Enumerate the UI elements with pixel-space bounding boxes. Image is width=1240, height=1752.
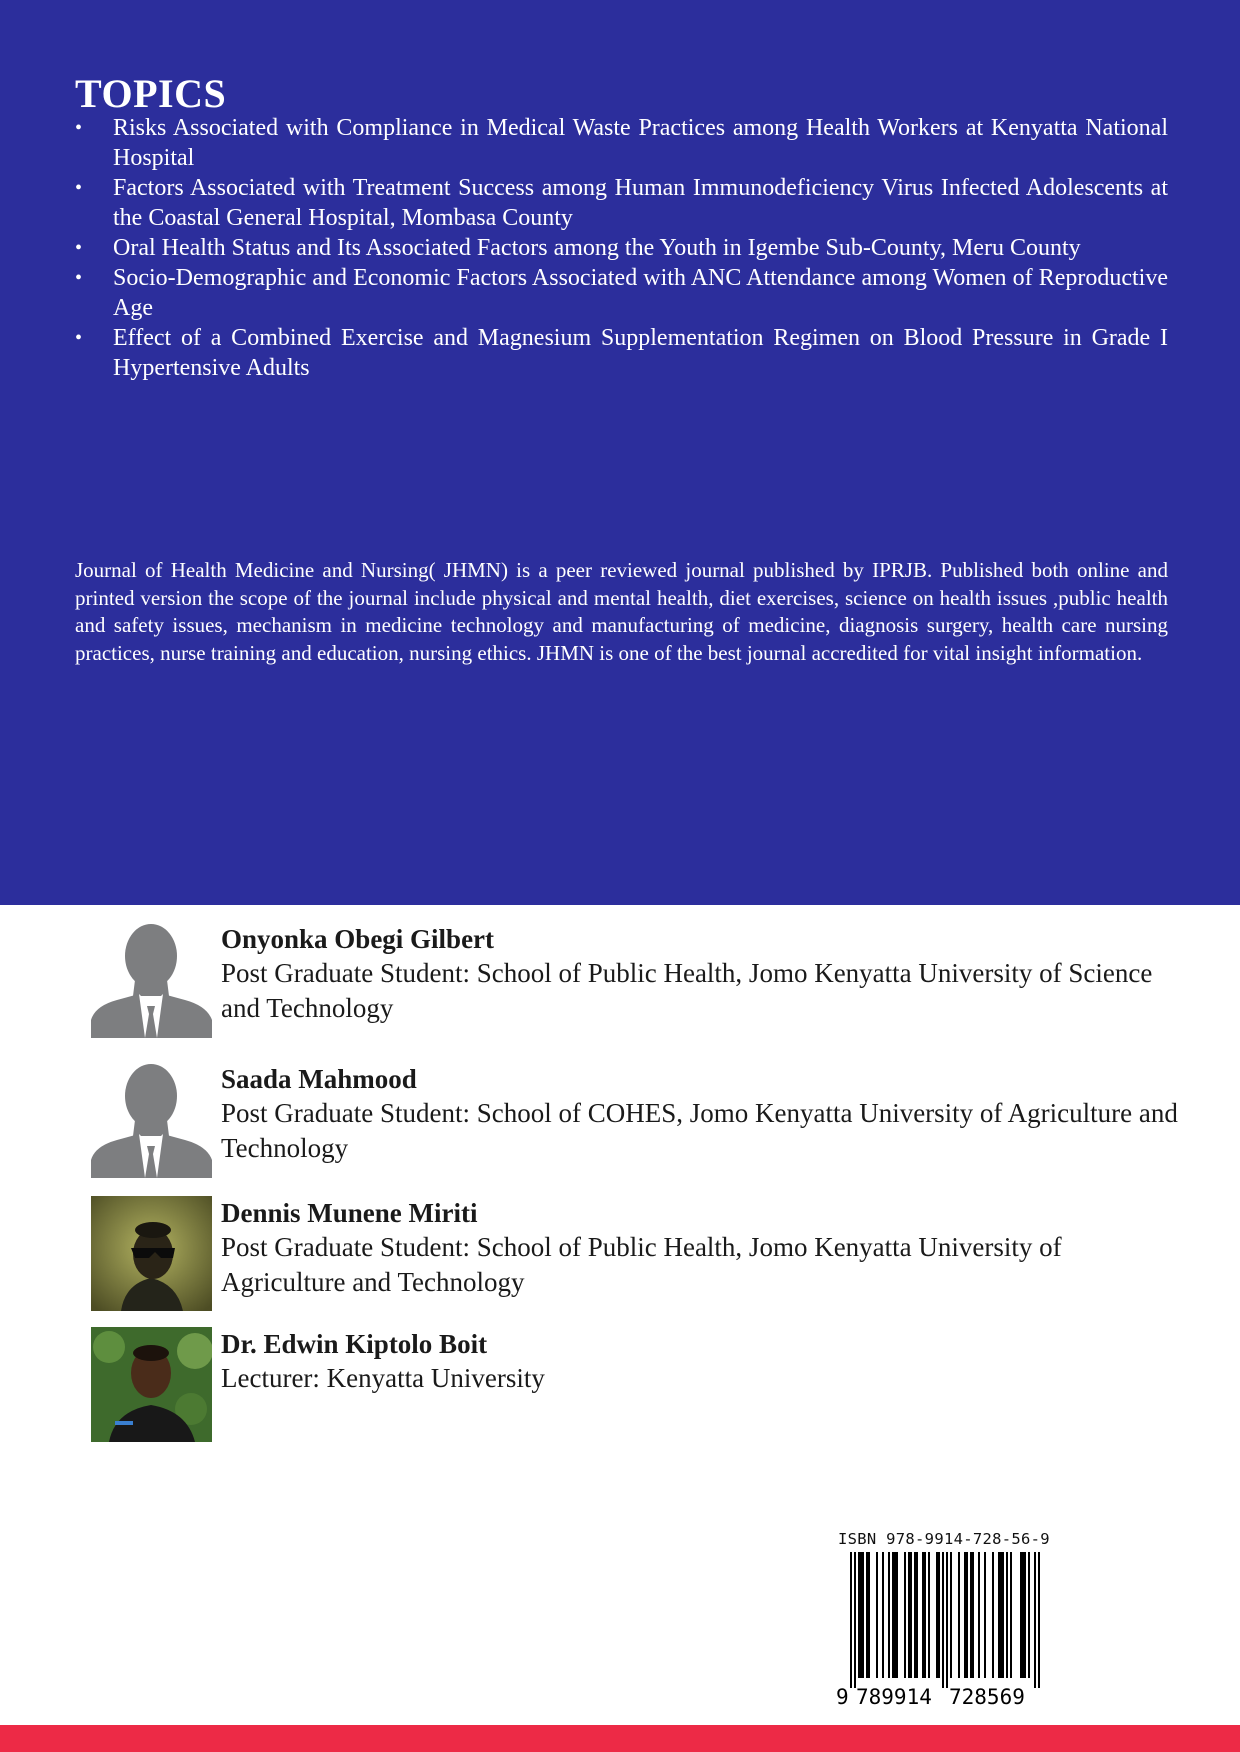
barcode-bar bbox=[882, 1552, 884, 1678]
isbn-label: ISBN 978-9914-728-56-9 bbox=[838, 1530, 1050, 1548]
barcode-bar bbox=[958, 1552, 960, 1678]
author-entry bbox=[91, 1062, 1191, 1182]
author-name: Saada Mahmood bbox=[221, 1064, 417, 1094]
barcode-bar bbox=[950, 1552, 952, 1678]
author-name: Onyonka Obegi Gilbert bbox=[221, 924, 495, 954]
barcode-bar bbox=[896, 1552, 898, 1678]
barcode-digits-right: 728569 bbox=[949, 1685, 1025, 1709]
topic-text: Oral Health Status and Its Associated Factors among the Youth in Igembe Sub-County, Meru County bbox=[113, 235, 1081, 261]
barcode-digit-first: 9 bbox=[836, 1685, 849, 1709]
barcode-bar bbox=[924, 1552, 926, 1678]
topics-list bbox=[75, 113, 1168, 383]
barcode-bar bbox=[854, 1552, 856, 1688]
barcode-bar bbox=[928, 1552, 930, 1678]
bullet-icon: • bbox=[75, 327, 83, 349]
barcode-bar bbox=[1010, 1552, 1012, 1678]
barcode-bar bbox=[860, 1552, 862, 1678]
barcode-bar bbox=[1022, 1552, 1024, 1678]
author-info bbox=[221, 1196, 1181, 1300]
barcode-bar bbox=[922, 1552, 924, 1678]
barcode-bar bbox=[984, 1552, 986, 1678]
barcode-bar bbox=[1034, 1552, 1036, 1688]
barcode-bar bbox=[1000, 1552, 1002, 1678]
barcode-bar bbox=[972, 1552, 974, 1678]
author-name: Dr. Edwin Kiptolo Boit bbox=[221, 1329, 488, 1359]
topic-item bbox=[75, 233, 1168, 263]
author-photo bbox=[91, 1196, 212, 1311]
topic-item bbox=[75, 113, 1168, 173]
author-affiliation: Post Graduate Student: School of Public Health, Jomo Kenyatta University of Agriculture and Technology bbox=[221, 1232, 1062, 1297]
barcode-bar bbox=[916, 1552, 918, 1678]
author-affiliation: Post Graduate Student: School of COHES, Jomo Kenyatta University of Agriculture and Technology bbox=[221, 1098, 1178, 1163]
barcode-bar bbox=[1038, 1552, 1040, 1688]
barcode-graphic bbox=[836, 1552, 1066, 1712]
barcode-bar bbox=[998, 1552, 1000, 1678]
bottom-accent-bar bbox=[0, 1725, 1240, 1752]
topic-text: Effect of a Combined Exercise and Magnesium Supplementation Regimen on Blood Pressure in Grade I Hypertensive Adults bbox=[113, 325, 1168, 381]
author-affiliation: Post Graduate Student: School of Public Health, Jomo Kenyatta University of Science and Technology bbox=[221, 958, 1153, 1023]
barcode-bar bbox=[1002, 1552, 1004, 1678]
barcode-bar bbox=[904, 1552, 906, 1678]
barcode-bar bbox=[966, 1552, 968, 1678]
barcode-digits-left: 789914 bbox=[856, 1685, 932, 1709]
bullet-icon: • bbox=[75, 117, 83, 139]
topic-item bbox=[75, 263, 1168, 323]
avatar-silhouette-icon bbox=[91, 922, 212, 1038]
topic-text: Risks Associated with Compliance in Medical Waste Practices among Health Workers at Kenyatta National Hospital bbox=[113, 115, 1168, 171]
barcode-bar bbox=[908, 1552, 910, 1678]
barcode-bar bbox=[914, 1552, 916, 1678]
topic-item bbox=[75, 323, 1168, 383]
barcode-bar bbox=[964, 1552, 966, 1678]
barcode-bar bbox=[1024, 1552, 1026, 1678]
author-info bbox=[221, 1062, 1181, 1166]
author-photo bbox=[91, 1327, 212, 1442]
author-entry bbox=[91, 1327, 1191, 1447]
topics-heading: TOPICS bbox=[75, 71, 227, 116]
bullet-icon: • bbox=[75, 177, 83, 199]
barcode-bar bbox=[892, 1552, 894, 1678]
barcode-bar bbox=[946, 1552, 948, 1688]
barcode-bar bbox=[858, 1552, 860, 1678]
barcode-bar bbox=[888, 1552, 890, 1678]
journal-description: Journal of Health Medicine and Nursing( JHMN) is a peer reviewed journal published by IPRJB. Published both online and printed version the scope of the journal include physical and mental health, diet exercises, science on health issues ,public health and safety issues, mechanism in medicine technology and manufacturing of medicine, diagnosis surgery, health care nursing practices, nurse training and education, nursing ethics. JHMN is one of the best journal accredited for vital insight information. bbox=[75, 558, 1168, 665]
barcode-bar bbox=[850, 1552, 852, 1688]
author-affiliation: Lecturer: Kenyatta University bbox=[221, 1363, 545, 1393]
barcode-bar bbox=[1006, 1552, 1008, 1678]
topic-text: Socio-Demographic and Economic Factors Associated with ANC Attendance among Women of Reproductive Age bbox=[113, 265, 1168, 321]
barcode-bar bbox=[876, 1552, 878, 1678]
barcode-bar bbox=[1020, 1552, 1022, 1678]
barcode-bar bbox=[992, 1552, 994, 1678]
author-name: Dennis Munene Miriti bbox=[221, 1198, 478, 1228]
barcode-bar bbox=[938, 1552, 940, 1678]
barcode-bar bbox=[978, 1552, 980, 1678]
barcode-bar bbox=[894, 1552, 896, 1678]
barcode-bar bbox=[866, 1552, 868, 1678]
avatar-silhouette-icon bbox=[91, 1062, 212, 1178]
barcode-bar bbox=[1028, 1552, 1030, 1678]
author-info bbox=[221, 1327, 1181, 1396]
bullet-icon: • bbox=[75, 267, 83, 289]
bullet-icon: • bbox=[75, 237, 83, 259]
barcode-bar bbox=[868, 1552, 870, 1678]
barcode-bar bbox=[970, 1552, 972, 1678]
barcode-bar bbox=[862, 1552, 864, 1678]
barcode-bar bbox=[942, 1552, 944, 1688]
author-entry bbox=[91, 1196, 1191, 1316]
barcode-bar bbox=[936, 1552, 938, 1678]
author-entry bbox=[91, 922, 1191, 1042]
topic-item bbox=[75, 173, 1168, 233]
author-info bbox=[221, 922, 1181, 1026]
isbn-barcode bbox=[836, 1530, 1066, 1715]
topic-text: Factors Associated with Treatment Success among Human Immunodeficiency Virus Infected Adolescents at the Coastal General Hospital, Mombasa County bbox=[113, 175, 1168, 231]
barcode-bar bbox=[910, 1552, 912, 1678]
